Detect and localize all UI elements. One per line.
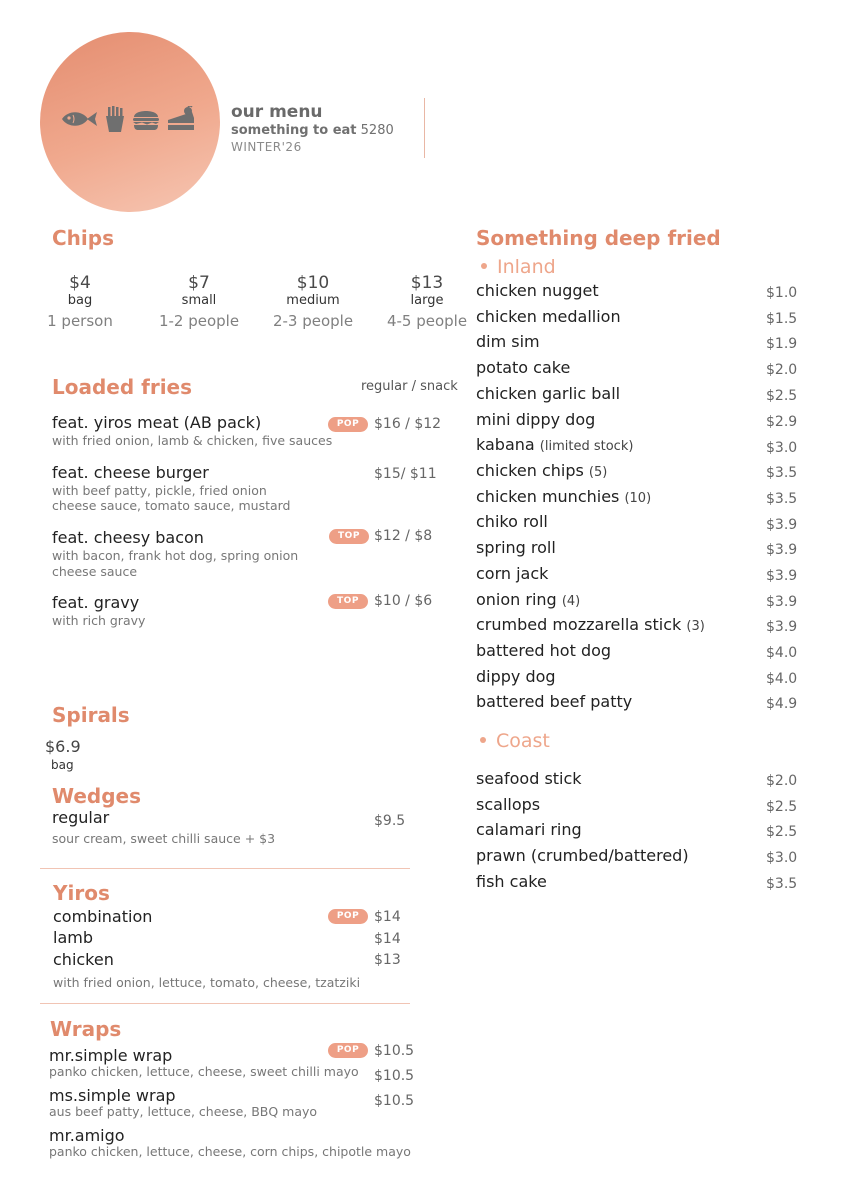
loaded-fries-item-name: feat. cheesy bacon: [52, 528, 204, 547]
fries-icon: [104, 106, 126, 132]
wraps-item-name: mr.simple wrap: [49, 1046, 173, 1065]
header-divider: [424, 98, 425, 158]
inland-item-name: chicken nugget: [476, 281, 599, 300]
menu-season: WINTER'26: [231, 140, 302, 154]
inland-item-name: mini dippy dog: [476, 410, 596, 429]
inland-item-name: chicken munchies (10): [476, 487, 652, 506]
coast-heading: Coast: [480, 730, 550, 752]
section-divider: [40, 868, 410, 869]
deep-fried-heading: Something deep fried: [476, 226, 721, 250]
wraps-item-name: mr.amigo: [49, 1126, 125, 1145]
fish-icon: [60, 108, 98, 130]
coast-item-price: $2.5: [766, 824, 798, 840]
wraps-item-price: $10.5: [374, 1093, 415, 1109]
chips-size-medium: $10 medium 2-3 people: [272, 273, 354, 330]
inland-item-name: dim sim: [476, 332, 540, 351]
pop-badge: POP: [328, 417, 368, 432]
inland-item-price: $3.9: [766, 568, 798, 584]
burger-icon: [132, 108, 160, 130]
inland-item-name: potato cake: [476, 358, 571, 377]
inland-item-price: $1.5: [766, 311, 798, 327]
bullet-dot: [480, 737, 486, 743]
inland-item-price: $4.9: [766, 696, 798, 712]
coast-item-name: calamari ring: [476, 820, 582, 839]
loaded-fries-item-name: feat. yiros meat (AB pack): [52, 413, 262, 432]
yiros-item-name: chicken: [53, 950, 114, 969]
inland-item-price: $3.9: [766, 517, 798, 533]
loaded-fries-heading: Loaded fries: [52, 375, 193, 399]
coast-item-name: prawn (crumbed/battered): [476, 846, 689, 865]
loaded-fries-item-price: $12 / $8: [374, 528, 433, 544]
loaded-fries-item-desc: cheese sauce: [52, 564, 138, 579]
inland-item-price: $3.0: [766, 440, 798, 456]
coast-item-price: $2.0: [766, 773, 798, 789]
wraps-heading: Wraps: [50, 1017, 122, 1041]
menu-title: our menu: [231, 102, 323, 122]
inland-item-name: kabana (limited stock): [476, 435, 634, 454]
spirals-price: $6.9: [45, 737, 81, 756]
coast-item-price: $3.5: [766, 876, 798, 892]
coast-item-name: seafood stick: [476, 769, 582, 788]
inland-item-name: spring roll: [476, 538, 556, 557]
chips-size-small: $7 small 1-2 people: [158, 273, 240, 330]
yiros-item-desc: with fried onion, lettuce, tomato, cheese, tzatziki: [53, 975, 361, 990]
inland-item-name: chicken medallion: [476, 307, 621, 326]
loaded-fries-item-desc: cheese sauce, tomato sauce, mustard: [52, 498, 291, 513]
coast-item-price: $3.0: [766, 850, 798, 866]
yiros-item-price: $14: [374, 931, 401, 947]
wedges-item-price: $9.5: [374, 813, 406, 829]
inland-item-price: $2.9: [766, 414, 798, 430]
chips-size-bag: $4 bag 1 person: [47, 273, 113, 330]
yiros-item-price: $13: [374, 952, 401, 968]
wedges-item-name: regular: [52, 808, 110, 827]
coast-item-name: scallops: [476, 795, 541, 814]
inland-item-price: $3.5: [766, 491, 798, 507]
inland-item-price: $3.5: [766, 465, 798, 481]
chips-size-large: $13 large 4-5 people: [386, 273, 468, 330]
inland-item-name: dippy dog: [476, 667, 556, 686]
inland-item-price: $4.0: [766, 671, 798, 687]
inland-item-price: $2.0: [766, 362, 798, 378]
inland-item-name: chiko roll: [476, 512, 548, 531]
wraps-item-price: $10.5: [374, 1068, 415, 1084]
yiros-item-price: $14: [374, 909, 401, 925]
inland-item-name: chicken chips (5): [476, 461, 608, 480]
loaded-fries-item-desc: with beef patty, pickle, fried onion: [52, 483, 267, 498]
loaded-fries-item-price: $10 / $6: [374, 593, 433, 609]
loaded-fries-item-price: $16 / $12: [374, 416, 442, 432]
yiros-item-name: combination: [53, 907, 153, 926]
inland-item-name: crumbed mozzarella stick (3): [476, 615, 705, 634]
loaded-fries-col-note: regular / snack: [361, 379, 458, 394]
coast-item-price: $2.5: [766, 799, 798, 815]
menu-subtitle: something to eat 5280: [231, 123, 394, 138]
food-icons: [60, 106, 196, 132]
inland-item-price: $3.9: [766, 619, 798, 635]
yiros-heading: Yiros: [53, 881, 110, 905]
wedges-heading: Wedges: [52, 784, 142, 808]
wraps-item-desc: panko chicken, lettuce, cheese, sweet chilli mayo: [49, 1064, 359, 1079]
wraps-item-desc: panko chicken, lettuce, cheese, corn chips, chipotle mayo: [49, 1144, 411, 1159]
inland-item-name: onion ring (4): [476, 590, 581, 609]
chips-heading: Chips: [52, 226, 114, 250]
inland-item-name: corn jack: [476, 564, 549, 583]
loaded-fries-item-price: $15/ $11: [374, 466, 437, 482]
section-divider: [40, 1003, 410, 1004]
loaded-fries-item-desc: with bacon, frank hot dog, spring onion: [52, 548, 299, 563]
inland-item-price: $3.9: [766, 542, 798, 558]
inland-item-price: $1.9: [766, 336, 798, 352]
inland-item-price: $2.5: [766, 388, 798, 404]
spirals-heading: Spirals: [52, 703, 130, 727]
pop-badge: POP: [328, 1043, 368, 1058]
inland-item-price: $3.9: [766, 594, 798, 610]
top-badge: TOP: [328, 594, 368, 609]
inland-item-price: $4.0: [766, 645, 798, 661]
wraps-item-name: ms.simple wrap: [49, 1086, 176, 1105]
loaded-fries-item-desc: with fried onion, lamb & chicken, five sauces: [52, 433, 333, 448]
coast-item-name: fish cake: [476, 872, 547, 891]
inland-item-name: chicken garlic ball: [476, 384, 621, 403]
wraps-item-price: $10.5: [374, 1043, 415, 1059]
wedges-item-desc: sour cream, sweet chilli sauce + $3: [52, 831, 276, 846]
inland-item-name: battered hot dog: [476, 641, 612, 660]
spirals-size: bag: [51, 758, 74, 772]
bullet-dot: [481, 263, 487, 269]
inland-item-price: $1.0: [766, 285, 798, 301]
inland-heading: Inland: [481, 256, 556, 278]
loaded-fries-item-name: feat. cheese burger: [52, 463, 209, 482]
yiros-item-name: lamb: [53, 928, 93, 947]
top-badge: TOP: [329, 529, 369, 544]
pop-badge: POP: [328, 909, 368, 924]
loaded-fries-item-name: feat. gravy: [52, 593, 140, 612]
cake-icon: [166, 106, 196, 132]
wraps-item-desc: aus beef patty, lettuce, cheese, BBQ mayo: [49, 1104, 318, 1119]
inland-item-name: battered beef patty: [476, 692, 633, 711]
loaded-fries-item-desc: with rich gravy: [52, 613, 146, 628]
